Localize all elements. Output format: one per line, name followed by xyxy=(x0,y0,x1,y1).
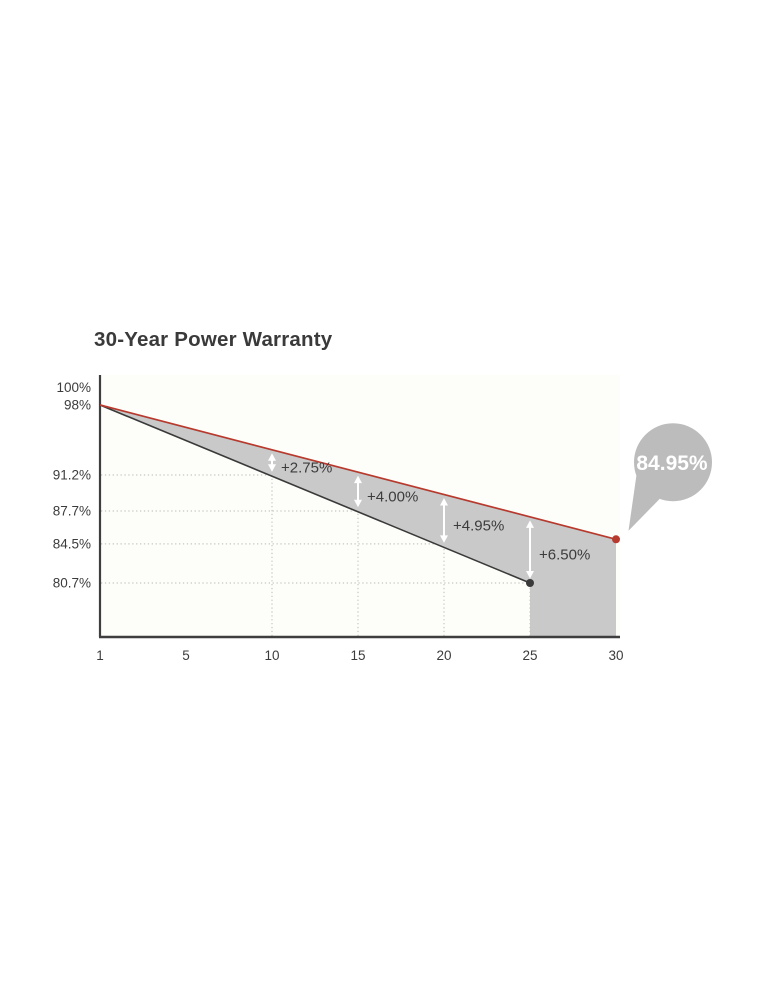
delta-label: +4.00% xyxy=(367,488,419,506)
x-tick-label: 5 xyxy=(182,648,190,663)
delta-label: +2.75% xyxy=(281,459,333,477)
callout-label: 84.95% xyxy=(636,451,708,475)
y-tick-label: 100% xyxy=(56,379,91,395)
x-tick-label: 1 xyxy=(96,648,104,663)
lower-end-dot xyxy=(526,579,534,587)
x-tick-label: 15 xyxy=(350,648,366,663)
x-tick-label: 25 xyxy=(522,648,538,663)
upper-end-dot xyxy=(612,535,620,543)
y-tick-label: 98% xyxy=(63,397,91,413)
y-tick-label: 84.5% xyxy=(52,536,91,552)
y-tick-label: 87.7% xyxy=(52,503,91,519)
x-tick-label: 20 xyxy=(436,648,452,663)
chart-title: 30-Year Power Warranty xyxy=(94,328,333,351)
x-tick-label: 30 xyxy=(608,648,624,663)
y-tick-label: 91.2% xyxy=(52,467,91,483)
y-tick-label: 80.7% xyxy=(52,575,91,591)
delta-label: +6.50% xyxy=(539,546,591,564)
delta-label: +4.95% xyxy=(453,517,505,535)
x-tick-label: 10 xyxy=(264,648,280,663)
